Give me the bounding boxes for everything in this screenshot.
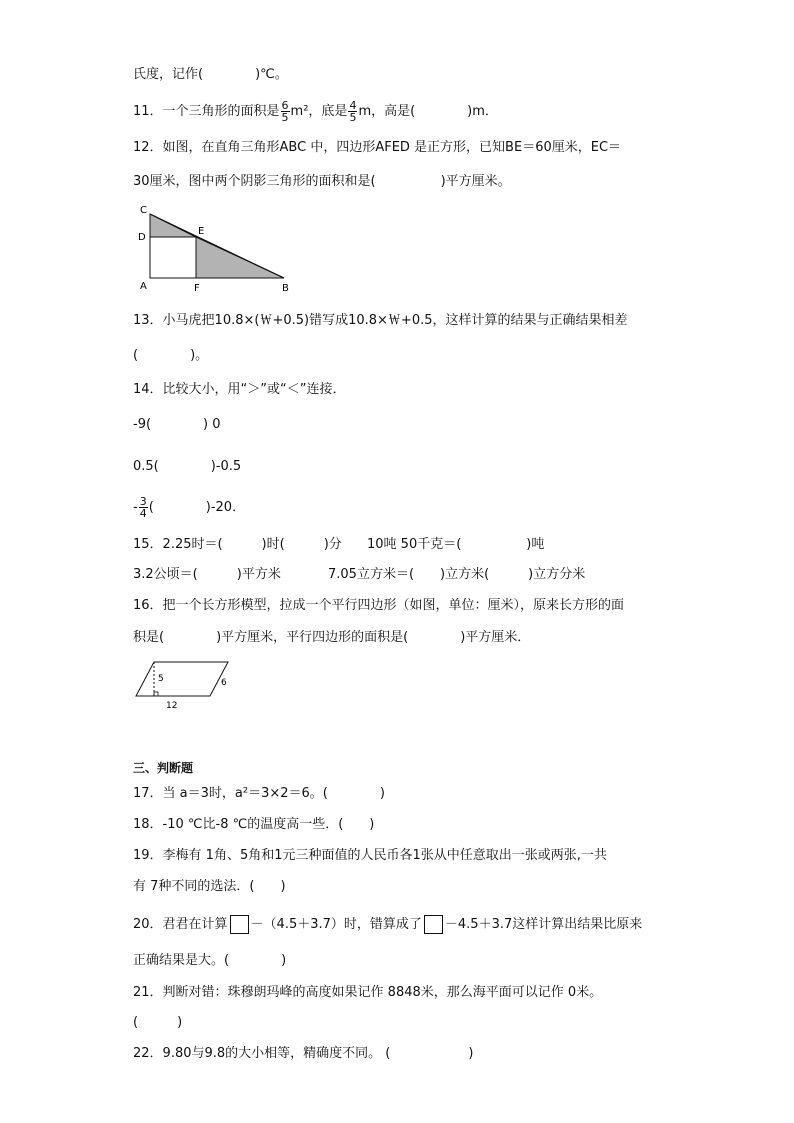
section-title: 三、判断题	[133, 761, 194, 775]
question-15-line2a: 3.2公顷＝( )平方米	[133, 567, 281, 582]
fraction-denominator: 4	[139, 507, 147, 520]
question-20-line1	[133, 915, 642, 934]
question-16-line2: 积是( )平方厘米，平行四边形的面积是( )平方厘米．	[133, 630, 531, 645]
blank-box	[230, 915, 249, 934]
question-14-title: 14．比较大小，用“＞”或“＜”连接．	[133, 382, 346, 397]
question-19-line2: 有 7种不同的选法．( )	[133, 879, 286, 894]
negative-sign: -	[133, 500, 138, 515]
parallelogram-figure	[130, 658, 240, 710]
height-label: 5	[158, 674, 164, 684]
label-c: C	[140, 205, 147, 216]
right-angle-mark	[154, 692, 158, 696]
label-a: A	[140, 281, 147, 292]
fraction-denominator: 5	[281, 111, 289, 124]
q11-prefix: 11．一个三角形的面积是	[133, 104, 280, 119]
question-14-b: 0.5( )-0.5	[133, 459, 242, 474]
question-20-line2: 正确结果是大。( )	[133, 953, 287, 968]
question-22: 22．9.80与9.8的大小相等，精确度不同。 ( )	[133, 1046, 474, 1061]
question-10-tail: 氏度，记作( )℃。	[133, 67, 288, 82]
question-13-line1: 13．小马虎把10.8×(￦+0.5)错写成10.8×￦+0.5，这样计算的结果与正确结果相差	[133, 313, 628, 328]
q20-part-a: 20．君君在计算	[133, 917, 228, 932]
question-15-line2b: 7.05立方米＝( )立方米( )立方分米	[328, 567, 586, 582]
triangle-figure	[134, 200, 294, 295]
question-12-line1: 12．如图，在直角三角形ABC 中，四边形AFED 是正方形，已知BE＝60厘米，EC＝	[133, 140, 622, 155]
question-15-line1b: 10吨 50千克＝( )吨	[367, 537, 545, 552]
q20-part-b: －（4.5＋3.7）时，错算成了	[250, 917, 422, 932]
question-18: 18．-10 ℃比-8 ℃的温度高一些．( )	[133, 817, 375, 832]
question-21-line2: ( )	[133, 1015, 183, 1030]
question-19-line1: 19．李梅有 1角、5角和1元三种面值的人民币各1张从中任意取出一张或两张,一共	[133, 848, 607, 863]
label-d: D	[138, 232, 146, 243]
question-14-c	[133, 496, 245, 519]
fraction-6-5	[281, 100, 290, 123]
question-12-line2: 30厘米，图中两个阴影三角形的面积和是( )平方厘米。	[133, 174, 511, 189]
q11-middle: m²，底是	[290, 104, 348, 119]
question-13-line2: ( )。	[133, 348, 209, 363]
fraction-4-5	[348, 100, 357, 123]
question-11	[133, 100, 498, 123]
question-15-line1a: 15．2.25时＝( )时( )分	[133, 537, 342, 552]
fraction-numerator: 3	[139, 495, 147, 508]
question-17: 17．当 a＝3时，a²＝3×2＝6。( )	[133, 786, 385, 801]
q11-suffix: m，高是( )m．	[358, 104, 498, 119]
side-label: 6	[221, 678, 227, 688]
fraction-numerator: 4	[349, 99, 357, 112]
blank-box	[424, 915, 443, 934]
question-14-a: -9( ) 0	[133, 417, 221, 432]
fraction-denominator: 5	[349, 111, 357, 124]
fraction-numerator: 6	[281, 99, 289, 112]
base-label: 12	[166, 701, 178, 710]
label-b: B	[282, 283, 289, 294]
q20-part-c: －4.5＋3.7这样计算出结果比原来	[444, 917, 643, 932]
label-e: E	[198, 226, 205, 237]
q14-c-suffix: ( )-20．	[148, 500, 246, 515]
fraction-3-4	[139, 496, 148, 519]
parallelogram-outline	[136, 662, 228, 696]
question-21-line1: 21．判断对错：珠穆朗玛峰的高度如果记作 8848米，那么海平面可以记作 0米。	[133, 985, 603, 1000]
label-f: F	[194, 283, 200, 294]
question-16-line1: 16．把一个长方形模型，拉成一个平行四边形（如图，单位：厘米），原来长方形的面	[133, 598, 625, 613]
square-afed	[150, 237, 196, 278]
